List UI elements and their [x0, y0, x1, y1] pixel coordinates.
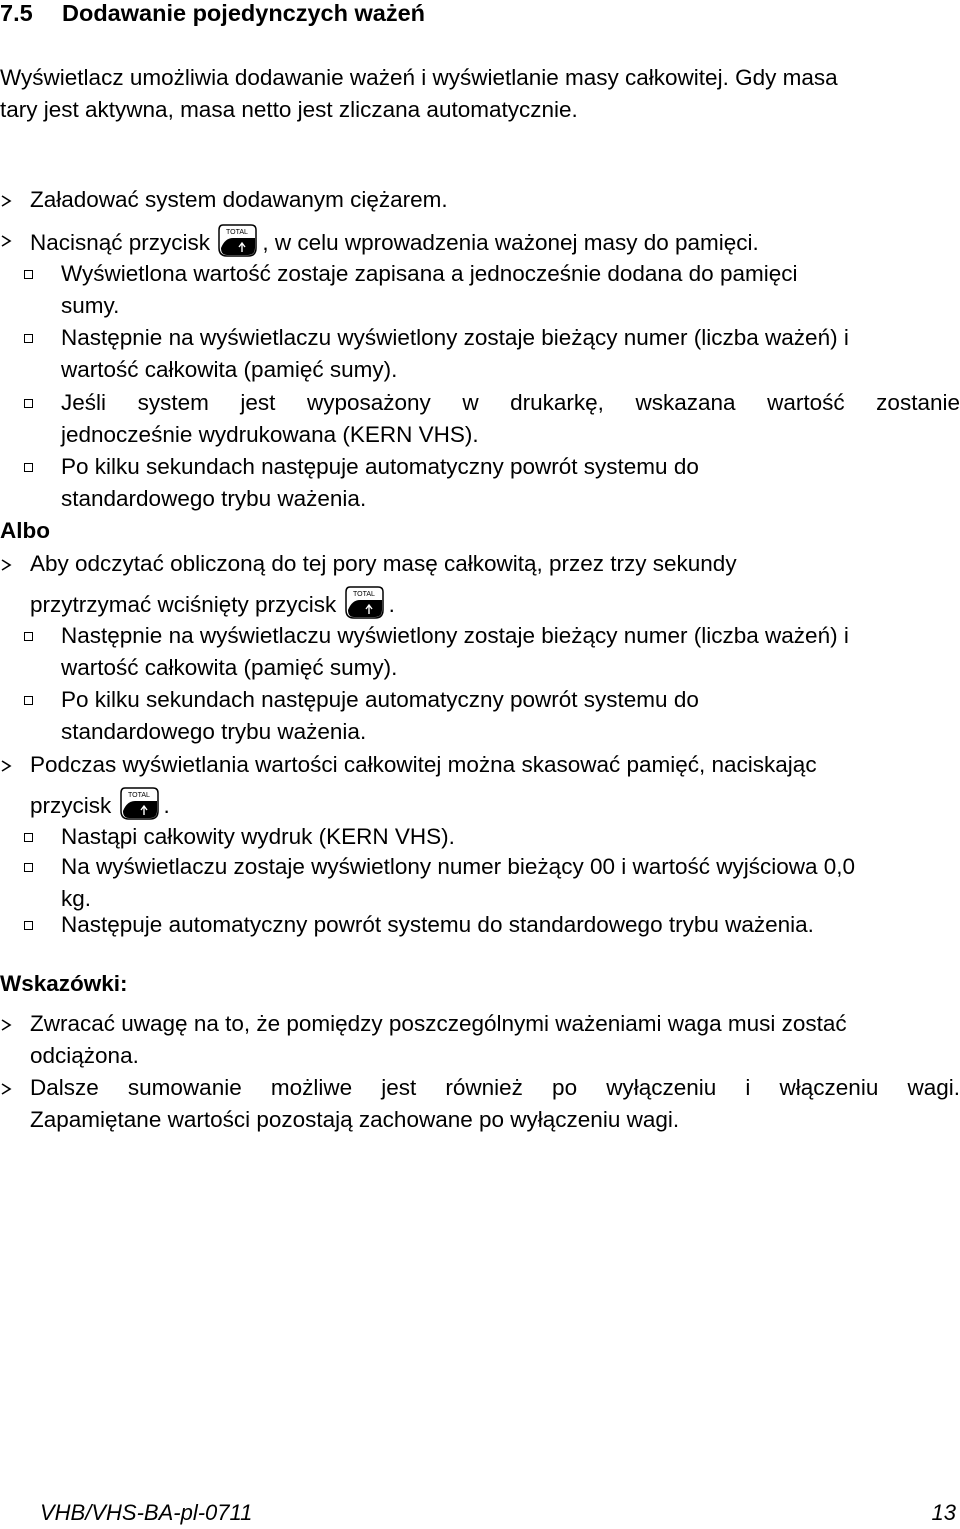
- arrow-bullet-icon: [0, 1083, 12, 1095]
- line: Następnie na wyświetlaczu wyświetlony zostaje bieżący numer (liczba ważeń) i: [61, 325, 849, 350]
- line: wartość całkowita (pamięć sumy).: [61, 655, 398, 680]
- alt-step-2: [30, 749, 960, 822]
- total-key-label: TOTAL: [352, 591, 375, 598]
- line: Nastąpi całkowity wydruk (KERN VHS).: [61, 824, 455, 849]
- section-number: 7.5: [0, 0, 33, 26]
- intro-line-1: Wyświetlacz umożliwia dodawanie ważeń i wyświetlanie masy całkowitej. Gdy masa: [0, 65, 838, 90]
- alt-step-1-sub-2: [61, 684, 960, 748]
- arrow-bullet-icon: [0, 195, 12, 207]
- checkbox-bullet-icon: [24, 921, 33, 930]
- line: Zwracać uwagę na to, że pomiędzy poszczególnymi ważeniami waga musi zostać: [30, 1011, 847, 1036]
- arrow-bullet-icon: [0, 760, 12, 772]
- checkbox-bullet-icon: [24, 833, 33, 842]
- line: kg.: [61, 886, 92, 911]
- alt-step-2-sub-1: [61, 821, 960, 853]
- line: odciążona.: [30, 1043, 139, 1068]
- tips-label: Wskazówki:: [0, 971, 128, 996]
- section-title: Dodawanie pojedynczych ważeń: [62, 0, 426, 26]
- line: Następnie na wyświetlaczu wyświetlony zostaje bieżący numer (liczba ważeń) i: [61, 623, 849, 648]
- line: Podczas wyświetlania wartości całkowitej można skasować pamięć, naciskając: [30, 752, 817, 777]
- tip-1: [30, 1008, 960, 1072]
- arrow-bullet-icon: [0, 1019, 12, 1031]
- albo-label: Albo: [0, 518, 50, 543]
- total-key-label: TOTAL: [127, 792, 150, 799]
- checkbox-bullet-icon: [24, 399, 33, 408]
- line: [30, 586, 960, 621]
- line: Na wyświetlaczu zostaje wyświetlony numer bieżący 00 i wartość wyjściowa 0,0: [61, 854, 856, 879]
- step-1-text: Załadować system dodawanym ciężarem.: [30, 187, 448, 212]
- alt-step-2-sub-3: [61, 909, 960, 941]
- line: Następuje automatyczny powrót systemu do standardowego trybu ważenia.: [61, 912, 814, 937]
- line: [30, 787, 960, 822]
- checkbox-bullet-icon: [24, 270, 33, 279]
- step-2-text-a: Nacisnąć przycisk: [30, 230, 211, 255]
- checkbox-bullet-icon: [24, 696, 33, 705]
- arrow-bullet-icon: [0, 235, 12, 247]
- step-1: [30, 184, 960, 216]
- line: Dalsze sumowanie możliwe jest również po wyłączeniu i włączeniu wagi.: [30, 1075, 960, 1100]
- step-2-sub-3: [61, 387, 960, 451]
- checkbox-bullet-icon: [24, 632, 33, 641]
- total-key-icon: [119, 787, 163, 821]
- alt-step-1-sub-1: [61, 620, 960, 684]
- intro-paragraph: [0, 62, 955, 126]
- alt-step-2-text: przycisk: [30, 793, 112, 818]
- line: standardowego trybu ważenia.: [61, 486, 367, 511]
- line: Aby odczytać obliczoną do tej pory masę całkowitą, przez trzy sekundy: [30, 551, 737, 576]
- total-key-icon: [344, 586, 388, 620]
- section-heading: [0, 0, 425, 26]
- alt-step-1-text: przytrzymać wciśnięty przycisk: [30, 592, 337, 617]
- step-2-sub-4: [61, 451, 960, 515]
- alt-step-2-sub-2: [61, 851, 960, 915]
- line: Zapamiętane wartości pozostają zachowane po wyłączeniu wagi.: [30, 1107, 680, 1132]
- line: sumy.: [61, 293, 120, 318]
- alt-step-2-end: .: [163, 793, 170, 818]
- alt-step-1: [30, 548, 960, 621]
- step-2: [30, 224, 960, 259]
- arrow-bullet-icon: [0, 559, 12, 571]
- line: jednocześnie wydrukowana (KERN VHS).: [61, 422, 479, 447]
- line: standardowego trybu ważenia.: [61, 719, 367, 744]
- step-2-text-b: , w celu wprowadzenia ważonej masy do pamięci.: [262, 230, 759, 255]
- footer-page-number: 13: [931, 1500, 956, 1525]
- line: Po kilku sekundach następuje automatyczny powrót systemu do: [61, 687, 699, 712]
- line: Jeśli system jest wyposażony w drukarkę, wskazana wartość zostanie: [61, 390, 960, 415]
- checkbox-bullet-icon: [24, 863, 33, 872]
- intro-line-2: tary jest aktywna, masa netto jest zliczana automatycznie.: [0, 97, 578, 122]
- line: Wyświetlona wartość zostaje zapisana a jednocześnie dodana do pamięci: [61, 261, 798, 286]
- checkbox-bullet-icon: [24, 463, 33, 472]
- step-2-sub-2: [61, 322, 960, 386]
- total-key-label: TOTAL: [226, 229, 249, 236]
- alt-step-1-end: .: [388, 592, 395, 617]
- tip-2: [30, 1072, 960, 1136]
- footer-doc-id: VHB/VHS-BA-pl-0711: [40, 1500, 253, 1525]
- line: Po kilku sekundach następuje automatyczny powrót systemu do: [61, 454, 699, 479]
- line: wartość całkowita (pamięć sumy).: [61, 357, 398, 382]
- checkbox-bullet-icon: [24, 334, 33, 343]
- step-2-sub-1: [61, 258, 960, 322]
- total-key-icon: [217, 224, 261, 258]
